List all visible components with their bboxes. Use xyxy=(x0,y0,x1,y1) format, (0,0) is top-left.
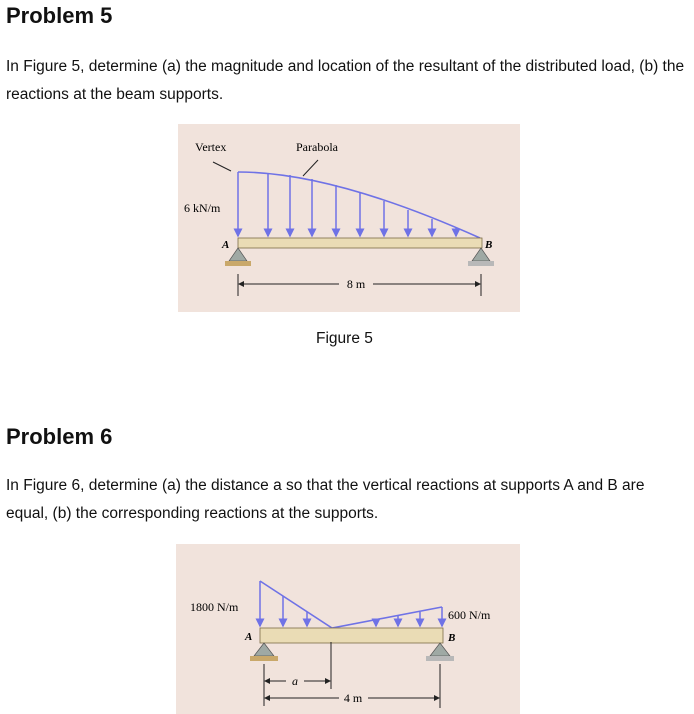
span-label: 4 m xyxy=(343,691,363,705)
beam xyxy=(238,238,482,248)
right-load-label: 600 N/m xyxy=(448,608,491,622)
support-a-label: A xyxy=(245,631,253,643)
load-intensity-label: 6 kN/m xyxy=(184,201,221,215)
problem-6-title: Problem 6 xyxy=(6,424,113,449)
vertex-label: Vertex xyxy=(195,140,227,154)
left-load-label: 1800 N/m xyxy=(190,600,239,614)
span-label: 8 m xyxy=(346,277,366,291)
support-b-label: B xyxy=(448,632,456,644)
beam xyxy=(260,628,443,643)
problem-5-text: In Figure 5, determine (a) the magnitude and location of the resultant of the distributed load, (b) the reactions at the beam supports. xyxy=(6,58,685,103)
support-a-label: A xyxy=(222,239,230,251)
figure-5 xyxy=(178,124,520,312)
support-b-label: B xyxy=(485,239,493,251)
problem-5-title: Problem 5 xyxy=(6,3,113,28)
problem-6-text: In Figure 6, determine (a) the distance a so that the vertical reactions at supports A and B are equal, (b) the corresponding reactions at the supports. xyxy=(6,477,645,522)
figure-6 xyxy=(176,544,520,714)
figure-5-caption: Figure 5 xyxy=(316,330,373,347)
a-label: a xyxy=(292,674,298,688)
parabola-label: Parabola xyxy=(296,140,338,154)
